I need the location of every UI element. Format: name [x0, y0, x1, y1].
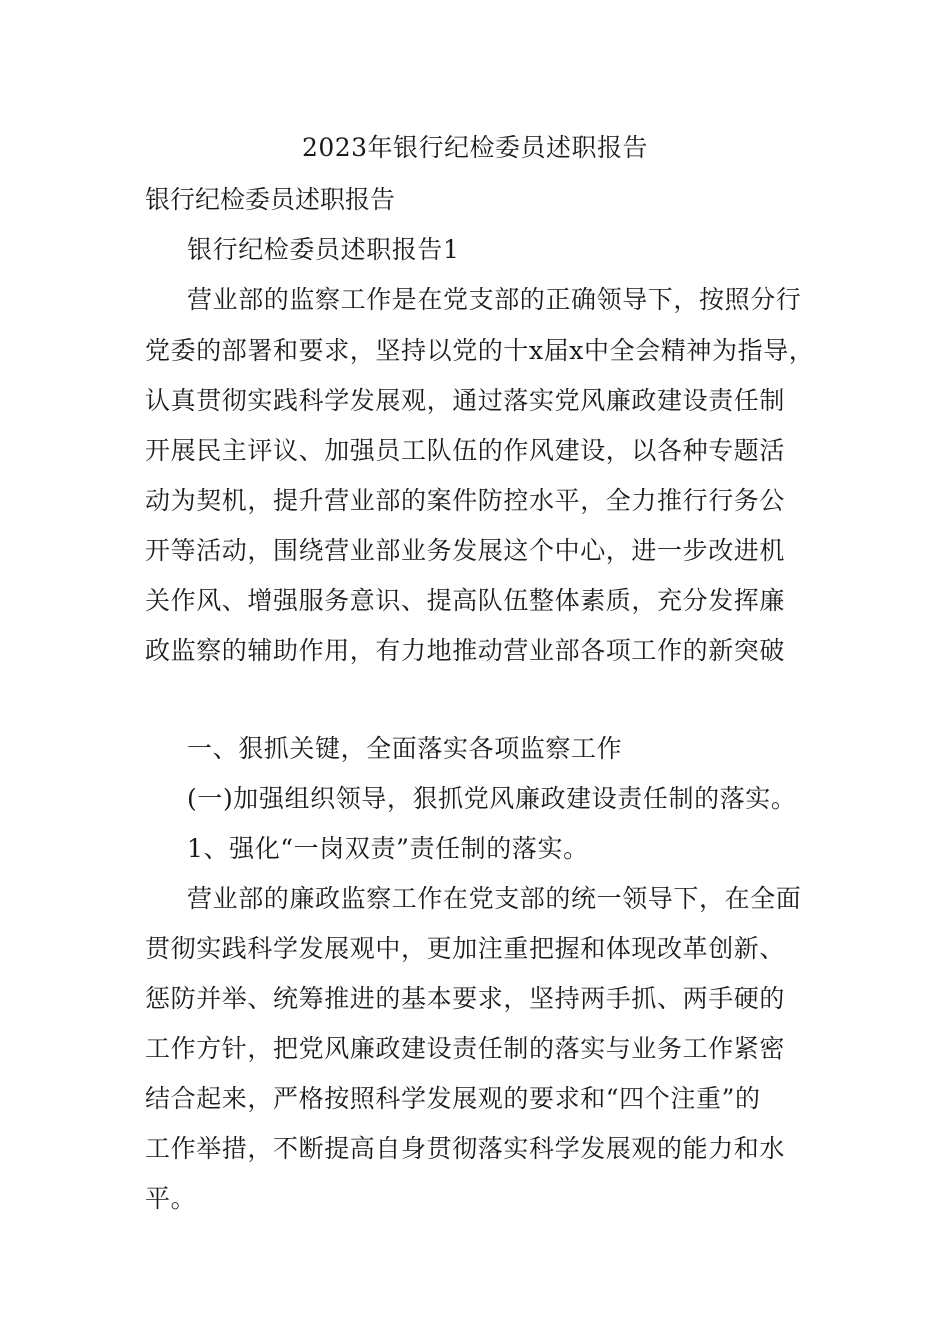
- heading-level-3: 1、强化“一岗双责”责任制的落实。: [187, 834, 589, 863]
- paragraph-line: 开展民主评议、加强员工队伍的作风建设，以各种专题活: [145, 436, 786, 465]
- paragraph-line: 工作方针，把党风廉政建设责任制的落实与业务工作紧密: [145, 1034, 786, 1063]
- heading-level-1: 一、狠抓关键，全面落实各项监察工作: [187, 734, 623, 763]
- paragraph-line: 贯彻实践科学发展观中，更加注重把握和体现改革创新、: [145, 934, 786, 963]
- paragraph-line: 结合起来，严格按照科学发展观的要求和“四个注重”的: [145, 1084, 761, 1113]
- paragraph-line: 关作风、增强服务意识、提高队伍整体素质，充分发挥廉: [145, 586, 786, 615]
- document-subtitle: 银行纪检委员述职报告: [145, 185, 396, 214]
- paragraph-line: 开等活动，围绕营业部业务发展这个中心，进一步改进机: [145, 536, 786, 565]
- paragraph-line: 营业部的廉政监察工作在党支部的统一领导下，在全面: [187, 884, 802, 913]
- paragraph-line: 政监察的辅助作用，有力地推动营业部各项工作的新突破: [145, 636, 786, 665]
- paragraph-line: 平。: [145, 1184, 197, 1213]
- document-title: 2023年银行纪检委员述职报告: [301, 133, 649, 162]
- paragraph-line: 营业部的监察工作是在党支部的正确领导下，按照分行: [187, 285, 802, 314]
- paragraph-line: 党委的部署和要求，坚持以党的十x届x中全会精神为指导，: [145, 336, 815, 365]
- paragraph-line: 动为契机，提升营业部的案件防控水平，全力推行行务公: [145, 486, 786, 515]
- heading-level-2: (一)加强组织领导，狠抓党风廉政建设责任制的落实。: [187, 784, 797, 813]
- paragraph-line: 惩防并举、统筹推进的基本要求，坚持两手抓、两手硬的: [145, 984, 786, 1013]
- paragraph-line: 认真贯彻实践科学发展观，通过落实党风廉政建设责任制: [145, 386, 786, 415]
- paragraph-line: 工作举措，不断提高自身贯彻落实科学发展观的能力和水: [145, 1134, 786, 1163]
- section-heading: 银行纪检委员述职报告1: [187, 235, 460, 264]
